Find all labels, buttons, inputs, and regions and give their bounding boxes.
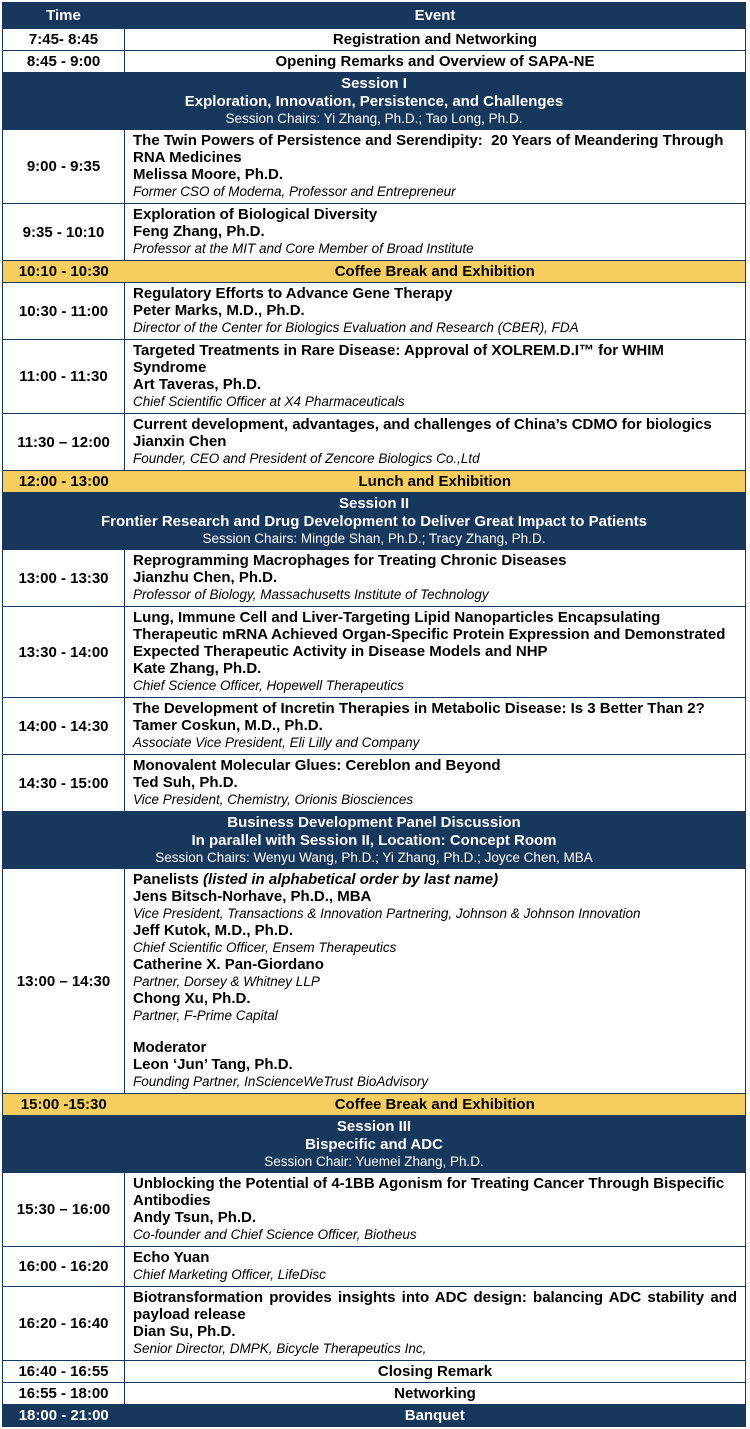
event-cell: [125, 1287, 746, 1361]
time-cell: 11:30 – 12:00: [3, 414, 125, 471]
speaker-name: Jianxin Chen: [133, 433, 227, 450]
schedule-row: [3, 29, 746, 51]
speaker-affiliation: Founder, CEO and President of Zencore Biologics Co.,Ltd: [133, 451, 480, 466]
speaker-name: Kate Zhang, Ph.D.: [133, 660, 262, 677]
break-row: [3, 1094, 746, 1116]
speaker-affiliation: Chief Scientific Officer at X4 Pharmaceuticals: [133, 394, 405, 409]
time-cell: 13:00 - 13:30: [3, 550, 125, 607]
event-cell: [125, 204, 746, 261]
event-cell: Coffee Break and Exhibition: [125, 261, 746, 283]
event-cell: Closing Remark: [125, 1361, 746, 1383]
event-cell: Coffee Break and Exhibition: [125, 1094, 746, 1116]
time-cell: 9:35 - 10:10: [3, 204, 125, 261]
session-header-cell: [3, 493, 746, 550]
session-title-line: Session I: [341, 75, 407, 92]
time-cell: 16:40 - 16:55: [3, 1361, 125, 1383]
speaker-affiliation: Senior Director, DMPK, Bicycle Therapeutics Inc,: [133, 1341, 427, 1356]
event-cell: Registration and Networking: [125, 29, 746, 51]
schedule-row: [3, 607, 746, 698]
speaker-affiliation: Director of the Center for Biologics Evaluation and Research (CBER), FDA: [133, 320, 579, 335]
event-cell: Networking: [125, 1383, 746, 1405]
speaker-name: Echo Yuan: [133, 1249, 210, 1266]
speaker-name: Ted Suh, Ph.D.: [133, 774, 238, 791]
event-cell: [125, 869, 746, 1094]
panelist-role: Partner, F-Prime Capital: [133, 1008, 278, 1023]
agenda-table: [2, 2, 746, 1427]
time-cell: 9:00 - 9:35: [3, 130, 125, 204]
time-cell: 16:55 - 18:00: [3, 1383, 125, 1405]
time-cell: 10:30 - 11:00: [3, 283, 125, 340]
time-cell: 10:10 - 10:30: [3, 261, 125, 283]
event-cell: Lunch and Exhibition: [125, 471, 746, 493]
session-chairs: Session Chairs: Mingde Shan, Ph.D.; Tracy Zhang, Ph.D.: [202, 531, 546, 546]
panelists-label: Panelists: [133, 871, 204, 888]
moderator-label: Moderator: [133, 1039, 207, 1056]
talk-title: The Development of Incretin Therapies in Metabolic Disease: Is 3 Better Than 2?: [133, 700, 705, 717]
time-cell: 15:00 -15:30: [3, 1094, 125, 1116]
event-cell: [125, 698, 746, 755]
event-cell: [125, 755, 746, 812]
talk-title: Targeted Treatments in Rare Disease: Approval of XOLREM.D.I™ for WHIM Syndrome: [133, 342, 664, 376]
session-chairs: Session Chairs: Wenyu Wang, Ph.D.; Yi Zhang, Ph.D.; Joyce Chen, MBA: [155, 850, 593, 865]
panelist-role: Chief Scientific Officer, Ensem Therapeutics: [133, 940, 397, 955]
session-title-line: Frontier Research and Drug Development to Deliver Great Impact to Patients: [101, 513, 647, 530]
event-cell: [125, 340, 746, 414]
event-cell: [125, 607, 746, 698]
session-title-line: Bispecific and ADC: [305, 1136, 443, 1153]
time-cell: 13:00 – 14:30: [3, 869, 125, 1094]
time-cell: 13:30 - 14:00: [3, 607, 125, 698]
panelist-role: Partner, Dorsey & Whitney LLP: [133, 974, 320, 989]
speaker-affiliation: Professor of Biology, Massachusetts Institute of Technology: [133, 587, 489, 602]
time-cell: 8:45 - 9:00: [3, 51, 125, 73]
spacer: [133, 1024, 737, 1039]
session-title-line: Session II: [338, 495, 410, 512]
speaker-name: Dian Su, Ph.D.: [133, 1323, 236, 1340]
speaker-affiliation: Professor at the MIT and Core Member of Broad Institute: [133, 241, 474, 256]
schedule-row: [3, 755, 746, 812]
schedule-row: [3, 698, 746, 755]
talk-title: Unblocking the Potential of 4-1BB Agonism for Treating Cancer Through Bispecific Antibodies: [133, 1175, 725, 1209]
time-cell: 7:45- 8:45: [3, 29, 125, 51]
panelist-name: Chong Xu, Ph.D.: [133, 990, 251, 1007]
time-cell: 11:00 - 11:30: [3, 340, 125, 414]
panelist-name: Catherine X. Pan-Giordano: [133, 956, 324, 973]
talk-title: Monovalent Molecular Glues: Cereblon and Beyond: [133, 757, 501, 774]
time-cell: 16:00 - 16:20: [3, 1247, 125, 1287]
panelist-name: Jeff Kutok, M.D., Ph.D.: [133, 922, 294, 939]
speaker-affiliation: Chief Marketing Officer, LifeDisc: [133, 1267, 326, 1282]
time-column-header: Time: [3, 3, 125, 29]
speaker-affiliation: Chief Science Officer, Hopewell Therapeutics: [133, 678, 404, 693]
session-chairs: Session Chair: Yuemei Zhang, Ph.D.: [264, 1154, 484, 1169]
panelists-heading: [133, 871, 737, 888]
break-row: [3, 471, 746, 493]
talk-title: Reprogramming Macrophages for Treating Chronic Diseases: [133, 552, 567, 569]
panelists-note: (listed in alphabetical order by last name): [203, 871, 499, 888]
session-title-line: Exploration, Innovation, Persistence, and Challenges: [184, 93, 564, 110]
schedule-row: [3, 283, 746, 340]
session-header-row: [3, 493, 746, 550]
speaker-name: Peter Marks, M.D., Ph.D.: [133, 302, 305, 319]
schedule-row: [3, 204, 746, 261]
schedule-row: [3, 130, 746, 204]
event-cell: [125, 1173, 746, 1247]
speaker-affiliation: Former CSO of Moderna, Professor and Entrepreneur: [133, 184, 456, 199]
time-cell: 18:00 - 21:00: [3, 1405, 125, 1427]
time-cell: 14:30 - 15:00: [3, 755, 125, 812]
moderator-name: Leon ‘Jun’ Tang, Ph.D.: [133, 1056, 293, 1073]
time-cell: 14:00 - 14:30: [3, 698, 125, 755]
session-header-row: [3, 1116, 746, 1173]
event-cell: [125, 130, 746, 204]
talk-title: Exploration of Biological Diversity: [133, 206, 378, 223]
session-header-row: [3, 812, 746, 869]
speaker-name: Andy Tsun, Ph.D.: [133, 1209, 257, 1226]
talk-title: Biotransformation provides insights into ADC design: balancing ADC stability and payload release: [133, 1289, 737, 1323]
schedule-row: [3, 51, 746, 73]
event-cell: [125, 550, 746, 607]
schedule-row: [3, 340, 746, 414]
panelist-role: Vice President, Transactions & Innovation Partnering, Johnson & Johnson Innovation: [133, 906, 641, 921]
banquet-row: [3, 1405, 746, 1427]
talk-title: The Twin Powers of Persistence and Serendipity: 20 Years of Meandering Through RNA Medicines: [133, 132, 724, 166]
break-row: [3, 261, 746, 283]
header-row: [3, 3, 746, 29]
event-cell: [125, 283, 746, 340]
session-chairs: Session Chairs: Yi Zhang, Ph.D.; Tao Long, Ph.D.: [225, 111, 523, 126]
schedule-row: [3, 1247, 746, 1287]
moderator-role: Founding Partner, InScienceWeTrust BioAdvisory: [133, 1074, 429, 1089]
session-header-cell: [3, 1116, 746, 1173]
panelist-name: Jens Bitsch-Norhave, Ph.D., MBA: [133, 888, 372, 905]
speaker-name: Jianzhu Chen, Ph.D.: [133, 569, 278, 586]
speaker-name: Tamer Coskun, M.D., Ph.D.: [133, 717, 323, 734]
schedule-row: [3, 1173, 746, 1247]
schedule-body: [3, 29, 746, 1427]
session-title-line: In parallel with Session II, Location: Concept Room: [191, 832, 557, 849]
talk-title: Regulatory Efforts to Advance Gene Therapy: [133, 285, 453, 302]
event-cell: [125, 1247, 746, 1287]
speaker-name: Art Taveras, Ph.D.: [133, 376, 262, 393]
event-cell: Banquet: [125, 1405, 746, 1427]
speaker-name: Feng Zhang, Ph.D.: [133, 223, 265, 240]
talk-title: Current development, advantages, and challenges of China’s CDMO for biologics: [133, 416, 712, 433]
speaker-name: Melissa Moore, Ph.D.: [133, 166, 284, 183]
event-cell: [125, 414, 746, 471]
event-column-header: Event: [125, 3, 746, 29]
speaker-affiliation: Associate Vice President, Eli Lilly and Company: [133, 735, 420, 750]
session-header-row: [3, 73, 746, 130]
schedule-row: [3, 414, 746, 471]
session-header-cell: [3, 73, 746, 130]
speaker-affiliation: Co-founder and Chief Science Officer, Biotheus: [133, 1227, 417, 1242]
event-cell: Opening Remarks and Overview of SAPA-NE: [125, 51, 746, 73]
schedule-row: [3, 1383, 746, 1405]
talk-title: Lung, Immune Cell and Liver-Targeting Lipid Nanoparticles Encapsulating Therapeutic mRNA Achieved Organ-Specific Protein Expression and Demonstrated Expected Therapeutic Activity in Disease Models and NHP: [133, 609, 726, 660]
time-cell: 15:30 – 16:00: [3, 1173, 125, 1247]
session-title-line: Session III: [336, 1118, 412, 1135]
schedule-row: [3, 1361, 746, 1383]
speaker-affiliation: Vice President, Chemistry, Orionis Biosciences: [133, 792, 414, 807]
schedule-row: [3, 1287, 746, 1361]
time-cell: 12:00 - 13:00: [3, 471, 125, 493]
schedule-row: [3, 869, 746, 1094]
schedule-row: [3, 550, 746, 607]
session-title-line: Business Development Panel Discussion: [227, 814, 521, 831]
session-header-cell: [3, 812, 746, 869]
time-cell: 16:20 - 16:40: [3, 1287, 125, 1361]
